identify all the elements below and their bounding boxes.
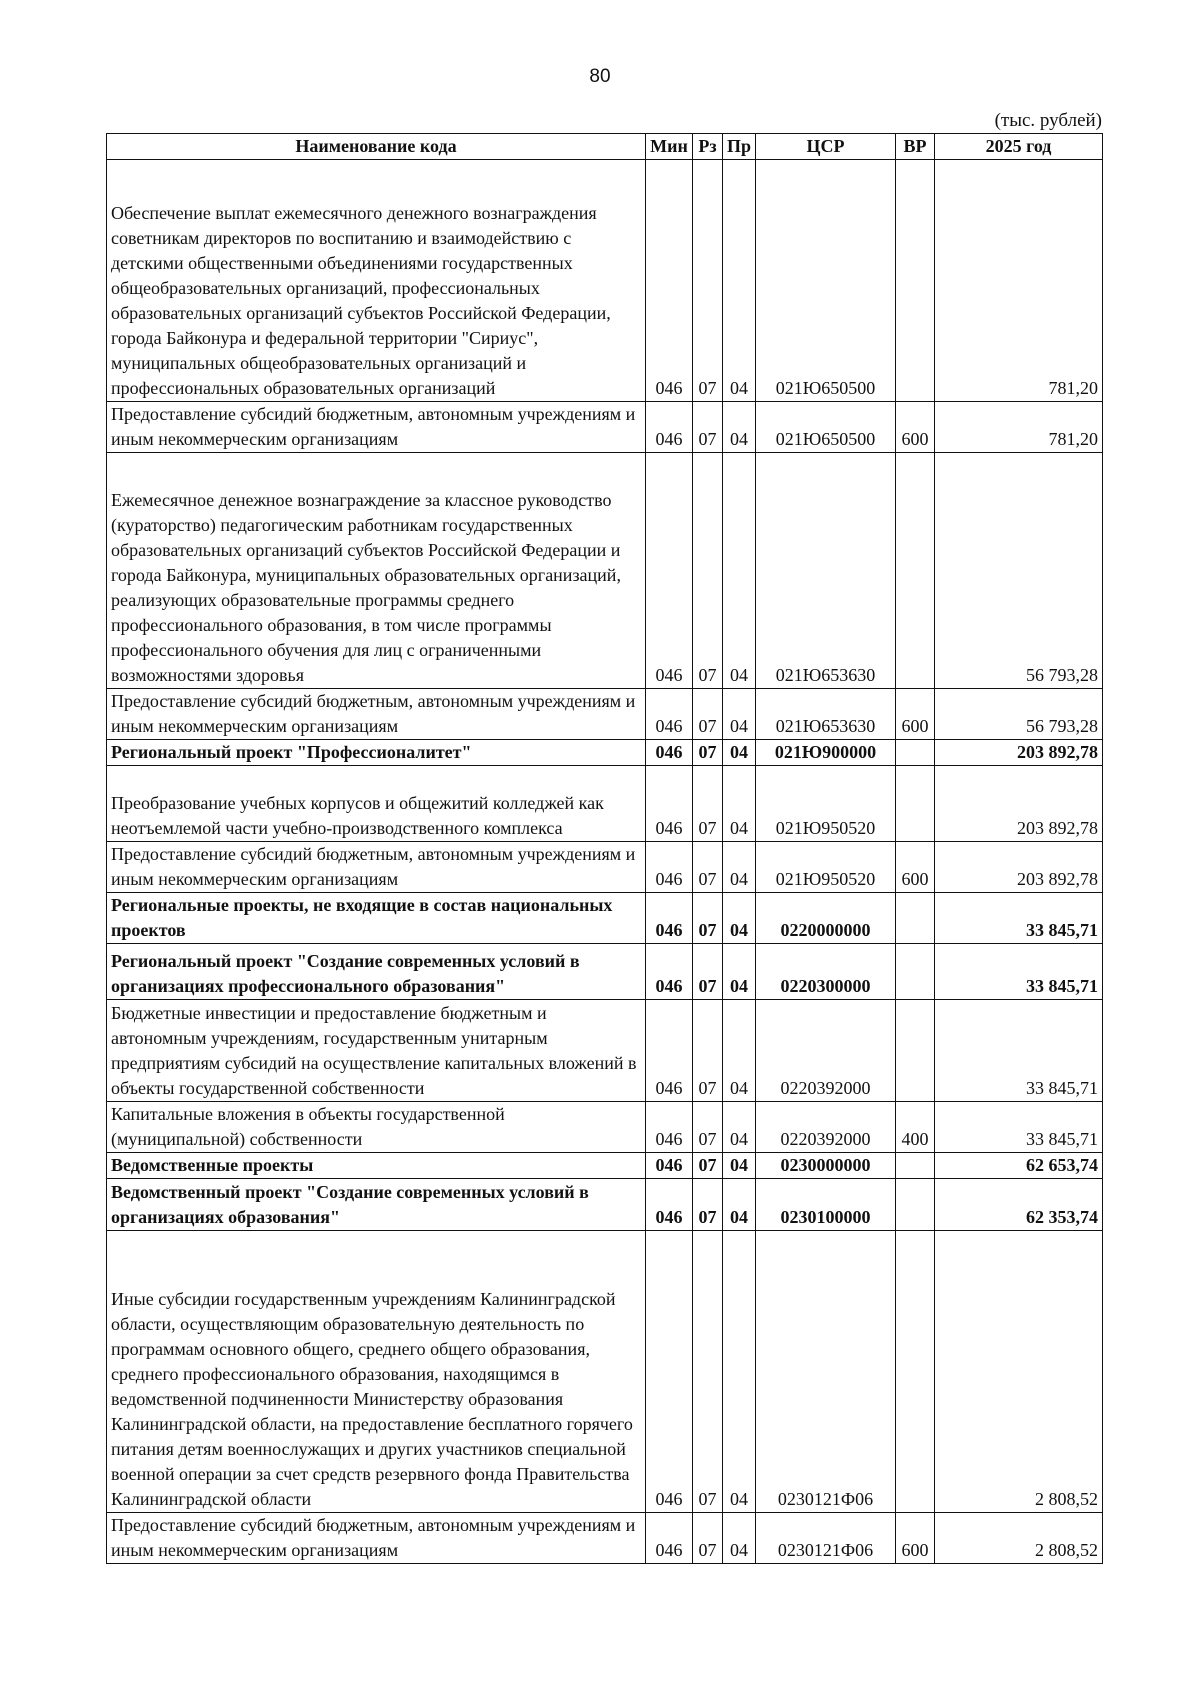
row-amount: 203 892,78: [935, 740, 1103, 766]
row-vr: [896, 1179, 935, 1231]
row-rz: 07: [693, 402, 723, 453]
row-pr: 04: [723, 1153, 756, 1179]
row-amount: 33 845,71: [935, 944, 1103, 1000]
row-name: Капитальные вложения в объекты государственной (муниципальной) собственности: [107, 1102, 646, 1153]
row-name: Обеспечение выплат ежемесячного денежного вознаграждения советникам директоров по воспитанию и взаимодействию с детскими общественными объединениями государственных общеобразовательных организаций, профессиональных образовательных организаций субъектов Российской Федерации, города Байконура и федеральной территории "Сириус", муниципальных общеобразовательных организаций и профессиональных образовательных организаций: [107, 160, 646, 402]
row-name: Региональный проект "Создание современных условий в организациях профессионального образования": [107, 944, 646, 1000]
row-min: 046: [646, 1179, 693, 1231]
row-min: 046: [646, 766, 693, 842]
row-csr: 021Ю900000: [756, 740, 896, 766]
row-vr: [896, 893, 935, 944]
row-vr: 400: [896, 1102, 935, 1153]
row-rz: 07: [693, 944, 723, 1000]
row-pr: 04: [723, 1179, 756, 1231]
header-name: Наименование кода: [107, 134, 646, 160]
row-vr: [896, 944, 935, 1000]
row-name: Региональный проект "Профессионалитет": [107, 740, 646, 766]
table-row: [107, 1000, 1103, 1102]
row-amount: 203 892,78: [935, 766, 1103, 842]
row-min: 046: [646, 402, 693, 453]
row-rz: 07: [693, 1179, 723, 1231]
row-csr: 021Ю653630: [756, 689, 896, 740]
row-min: 046: [646, 1000, 693, 1102]
row-vr: [896, 453, 935, 689]
row-pr: 04: [723, 1102, 756, 1153]
table-row: [107, 1513, 1103, 1564]
row-pr: 04: [723, 944, 756, 1000]
row-csr: 0220300000: [756, 944, 896, 1000]
row-vr: [896, 1000, 935, 1102]
row-amount: 781,20: [935, 402, 1103, 453]
row-pr: 04: [723, 1000, 756, 1102]
row-csr: 021Ю950520: [756, 842, 896, 893]
table-header-row: [107, 134, 1103, 160]
row-csr: 021Ю650500: [756, 160, 896, 402]
table-row: [107, 160, 1103, 402]
table-row: [107, 402, 1103, 453]
row-csr: 0220000000: [756, 893, 896, 944]
row-csr: 021Ю650500: [756, 402, 896, 453]
row-rz: 07: [693, 1000, 723, 1102]
row-csr: 0230000000: [756, 1153, 896, 1179]
table-row: [107, 453, 1103, 689]
row-rz: 07: [693, 160, 723, 402]
row-min: 046: [646, 1231, 693, 1513]
row-pr: 04: [723, 1513, 756, 1564]
row-rz: 07: [693, 842, 723, 893]
row-csr: 021Ю950520: [756, 766, 896, 842]
row-pr: 04: [723, 689, 756, 740]
row-name: Ежемесячное денежное вознаграждение за классное руководство (кураторство) педагогическим работникам государственных образовательных организаций субъектов Российской Федерации и города Байконура, муниципальных образовательных организаций, реализующих образовательные программы среднего профессионального образования, в том числе программы профессионального обучения для лиц с ограниченными возможностями здоровья: [107, 453, 646, 689]
row-min: 046: [646, 740, 693, 766]
row-name: Иные субсидии государственным учреждениям Калининградской области, осуществляющим образовательную деятельность по программам основного общего, среднего общего образования, среднего профессионального образования, находящимся в ведомственной подчиненности Министерству образования Калининградской области, на предоставление бесплатного горячего питания детям военнослужащих и других участников специальной военной операции за счет средств резервного фонда Правительства Калининградской области: [107, 1231, 646, 1513]
row-name: Региональные проекты, не входящие в состав национальных проектов: [107, 893, 646, 944]
row-name: Бюджетные инвестиции и предоставление бюджетным и автономным учреждениям, государственным унитарным предприятиям субсидий на осуществление капитальных вложений в объекты государственной собственности: [107, 1000, 646, 1102]
row-rz: 07: [693, 1231, 723, 1513]
row-amount: 781,20: [935, 160, 1103, 402]
table-row: [107, 1153, 1103, 1179]
row-name: Предоставление субсидий бюджетным, автономным учреждениям и иным некоммерческим организациям: [107, 1513, 646, 1564]
row-rz: 07: [693, 740, 723, 766]
units-label: (тыс. рублей): [994, 110, 1102, 131]
row-name: Предоставление субсидий бюджетным, автономным учреждениям и иным некоммерческим организациям: [107, 402, 646, 453]
row-rz: 07: [693, 1102, 723, 1153]
row-rz: 07: [693, 893, 723, 944]
row-rz: 07: [693, 453, 723, 689]
row-vr: 600: [896, 689, 935, 740]
row-vr: [896, 1231, 935, 1513]
row-min: 046: [646, 1153, 693, 1179]
row-pr: 04: [723, 160, 756, 402]
row-name: Предоставление субсидий бюджетным, автономным учреждениям и иным некоммерческим организациям: [107, 689, 646, 740]
table-row: [107, 1231, 1103, 1513]
header-year: 2025 год: [935, 134, 1103, 160]
row-csr: 0230121Ф06: [756, 1231, 896, 1513]
row-csr: 0220392000: [756, 1000, 896, 1102]
row-amount: 2 808,52: [935, 1513, 1103, 1564]
row-amount: 33 845,71: [935, 1102, 1103, 1153]
row-pr: 04: [723, 893, 756, 944]
row-min: 046: [646, 689, 693, 740]
page-number: 80: [589, 66, 611, 87]
table-row: [107, 1102, 1103, 1153]
row-min: 046: [646, 1513, 693, 1564]
header-min: Мин: [646, 134, 693, 160]
row-name: Преобразование учебных корпусов и общежитий колледжей как неотъемлемой части учебно-производственного комплекса: [107, 766, 646, 842]
header-vr: ВР: [896, 134, 935, 160]
budget-table: [106, 133, 1103, 1564]
table-row: [107, 689, 1103, 740]
row-amount: 203 892,78: [935, 842, 1103, 893]
row-pr: 04: [723, 740, 756, 766]
row-rz: 07: [693, 1513, 723, 1564]
row-rz: 07: [693, 1153, 723, 1179]
row-amount: 62 353,74: [935, 1179, 1103, 1231]
row-min: 046: [646, 944, 693, 1000]
row-name: Ведомственные проекты: [107, 1153, 646, 1179]
row-vr: [896, 1153, 935, 1179]
row-rz: 07: [693, 766, 723, 842]
table-row: [107, 944, 1103, 1000]
table-row: [107, 893, 1103, 944]
row-min: 046: [646, 893, 693, 944]
table-row: [107, 766, 1103, 842]
row-csr: 021Ю653630: [756, 453, 896, 689]
row-csr: 0220392000: [756, 1102, 896, 1153]
row-csr: 0230121Ф06: [756, 1513, 896, 1564]
header-pr: Пр: [723, 134, 756, 160]
row-csr: 0230100000: [756, 1179, 896, 1231]
row-vr: [896, 766, 935, 842]
row-amount: 56 793,28: [935, 453, 1103, 689]
row-vr: [896, 740, 935, 766]
row-amount: 33 845,71: [935, 893, 1103, 944]
row-pr: 04: [723, 1231, 756, 1513]
header-csr: ЦСР: [756, 134, 896, 160]
table-row: [107, 842, 1103, 893]
row-min: 046: [646, 842, 693, 893]
row-min: 046: [646, 453, 693, 689]
row-vr: 600: [896, 842, 935, 893]
row-min: 046: [646, 160, 693, 402]
row-vr: 600: [896, 402, 935, 453]
row-amount: 62 653,74: [935, 1153, 1103, 1179]
row-pr: 04: [723, 402, 756, 453]
row-amount: 56 793,28: [935, 689, 1103, 740]
row-vr: [896, 160, 935, 402]
row-amount: 33 845,71: [935, 1000, 1103, 1102]
table-row: [107, 740, 1103, 766]
row-pr: 04: [723, 842, 756, 893]
row-amount: 2 808,52: [935, 1231, 1103, 1513]
row-rz: 07: [693, 689, 723, 740]
row-min: 046: [646, 1102, 693, 1153]
row-pr: 04: [723, 766, 756, 842]
row-vr: 600: [896, 1513, 935, 1564]
header-rz: Рз: [693, 134, 723, 160]
row-pr: 04: [723, 453, 756, 689]
table-row: [107, 1179, 1103, 1231]
row-name: Предоставление субсидий бюджетным, автономным учреждениям и иным некоммерческим организациям: [107, 842, 646, 893]
row-name: Ведомственный проект "Создание современных условий в организациях образования": [107, 1179, 646, 1231]
